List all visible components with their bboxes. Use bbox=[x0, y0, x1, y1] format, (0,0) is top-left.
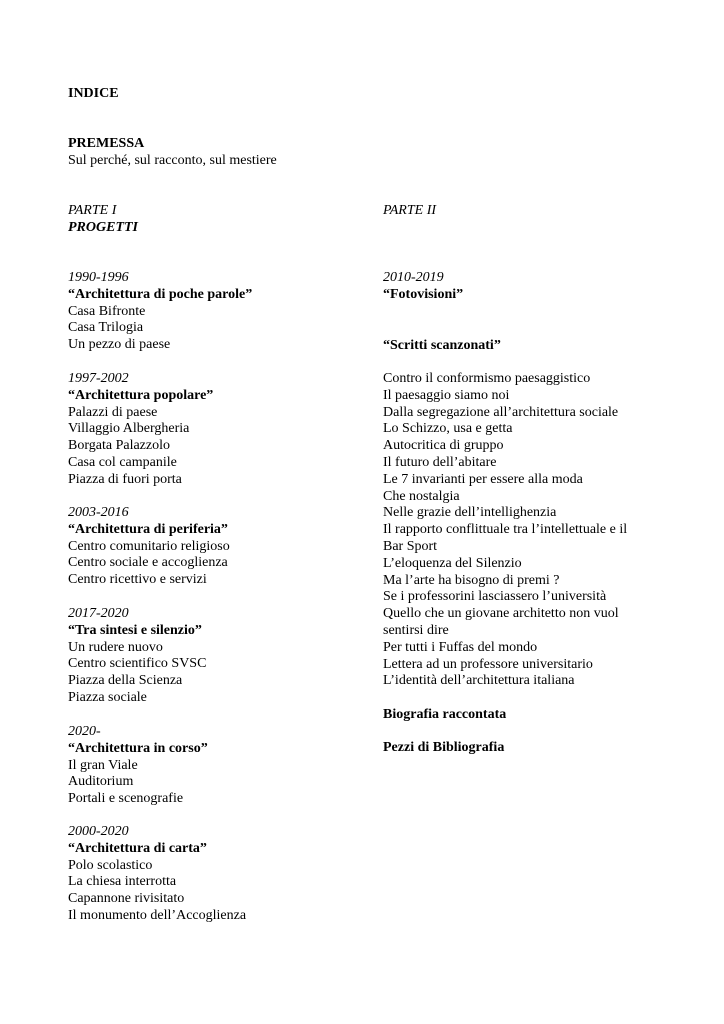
section-period: 1997-2002 bbox=[68, 371, 129, 386]
biografia-title: Biografia raccontata bbox=[383, 707, 507, 722]
bibliografia-title: Pezzi di Bibliografia bbox=[383, 740, 505, 755]
project-item: Centro sociale e accoglienza bbox=[68, 555, 228, 571]
section-period: 2017-2020 bbox=[68, 606, 129, 621]
scritti-item: Le 7 invarianti per essere alla moda bbox=[383, 471, 583, 487]
scritti-item: Per tutti i Fuffas del mondo bbox=[383, 639, 538, 655]
project-item: Borgata Palazzolo bbox=[68, 438, 170, 454]
scritti-item: L’eloquenza del Silenzio bbox=[383, 555, 522, 571]
scritti-item: Il paesaggio siamo noi bbox=[383, 387, 510, 403]
scritti-item: Nelle grazie dell’intellighenzia bbox=[383, 505, 557, 521]
project-item: Un pezzo di paese bbox=[68, 337, 171, 353]
project-item: Casa Bifronte bbox=[68, 303, 146, 319]
project-item: Centro comunitario religioso bbox=[68, 538, 230, 554]
project-item: Villaggio Albergheria bbox=[68, 421, 190, 437]
section-title: “Architettura di periferia” bbox=[68, 521, 228, 537]
project-item: Capannone rivisitato bbox=[68, 891, 185, 907]
scritti-item: sentirsi dire bbox=[383, 623, 449, 638]
part2-label: PARTE II bbox=[383, 203, 437, 218]
section-period: 2020- bbox=[68, 724, 101, 739]
section-period: 2003-2016 bbox=[68, 505, 129, 520]
part1-label: PARTE I bbox=[68, 203, 117, 218]
section-title: “Architettura in corso” bbox=[68, 740, 208, 756]
part2-period: 2010-2019 bbox=[383, 270, 444, 285]
scritti-item: Ma l’arte ha bisogno di premi ? bbox=[383, 572, 560, 588]
project-item: Portali e scenografie bbox=[68, 791, 184, 807]
scritti-item: Lo Schizzo, usa e getta bbox=[383, 421, 513, 437]
project-item: Casa Trilogia bbox=[68, 320, 144, 336]
scritti-item: Autocritica di gruppo bbox=[383, 438, 504, 454]
scritti-item: L’identità dell’architettura italiana bbox=[383, 673, 575, 689]
scritti-item: Il futuro dell’abitare bbox=[383, 455, 497, 470]
project-item: Il gran Viale bbox=[68, 757, 138, 773]
project-item: Un rudere nuovo bbox=[68, 639, 163, 655]
premessa-subtitle: Sul perché, sul racconto, sul mestiere bbox=[68, 153, 277, 168]
project-item: Palazzi di paese bbox=[68, 404, 158, 420]
section-period: 1990-1996 bbox=[68, 270, 129, 285]
scritti-item: Quello che un giovane architetto non vuol bbox=[383, 606, 619, 622]
scritti-item: Il rapporto conflittuale tra l’intellettuale e il bbox=[383, 522, 628, 538]
premessa-title: PREMESSA bbox=[68, 136, 145, 151]
section-title: “Architettura di poche parole” bbox=[68, 286, 253, 302]
project-item: Il monumento dell’Accoglienza bbox=[68, 908, 247, 923]
section-title: “Architettura popolare” bbox=[68, 387, 214, 403]
section-period: 2000-2020 bbox=[68, 824, 129, 839]
project-item: Piazza di fuori porta bbox=[68, 471, 182, 487]
project-item: Casa col campanile bbox=[68, 455, 177, 470]
index-heading: INDICE bbox=[68, 86, 119, 101]
project-item: Centro ricettivo e servizi bbox=[68, 572, 207, 588]
scritti-item: Bar Sport bbox=[383, 539, 438, 554]
project-item: Auditorium bbox=[68, 774, 134, 790]
scritti-item: Lettera ad un professore universitario bbox=[383, 656, 593, 672]
project-item: Piazza della Scienza bbox=[68, 673, 183, 689]
section-title: “Tra sintesi e silenzio” bbox=[68, 622, 202, 638]
section-title: “Architettura di carta” bbox=[68, 840, 207, 856]
scritti-item: Dalla segregazione all’architettura sociale bbox=[383, 404, 619, 420]
fotovisioni-title: “Fotovisioni” bbox=[383, 287, 464, 302]
scritti-title: “Scritti scanzonati” bbox=[383, 338, 501, 353]
project-item: La chiesa interrotta bbox=[68, 874, 177, 890]
part1-title: PROGETTI bbox=[68, 220, 138, 235]
project-item: Centro scientifico SVSC bbox=[68, 656, 207, 672]
project-item: Piazza sociale bbox=[68, 690, 147, 705]
scritti-item: Che nostalgia bbox=[383, 488, 460, 504]
scritti-item: Se i professorini lasciassero l’università bbox=[383, 589, 607, 605]
scritti-item: Contro il conformismo paesaggistico bbox=[383, 371, 591, 386]
project-item: Polo scolastico bbox=[68, 857, 153, 873]
